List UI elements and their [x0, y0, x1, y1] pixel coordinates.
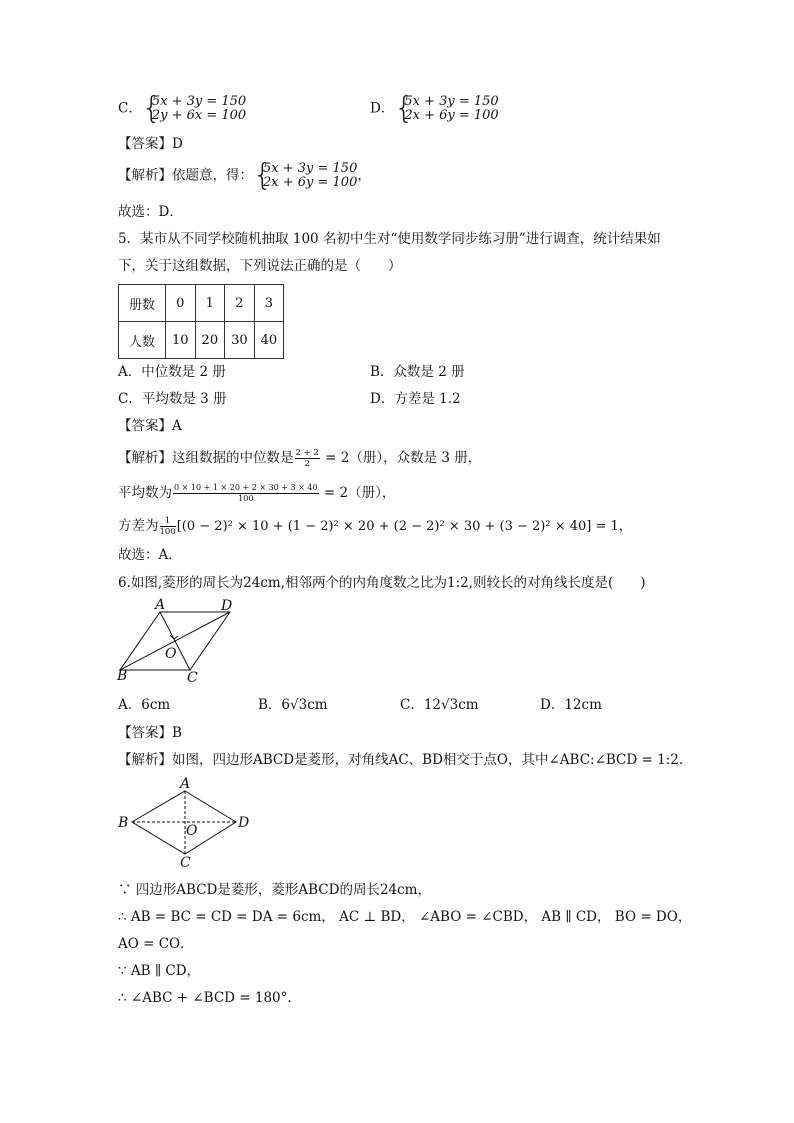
q5-mean-fraction [173, 483, 319, 504]
q5-stem-line2: 下，关于这组数据，下列说法正确的是（ ） [118, 258, 402, 274]
q5-explain-median-prefix: 【解析】这组数据的中位数是 [118, 450, 294, 466]
q4-explanation-eq1: 5x + 3y = 150 [263, 161, 358, 176]
q6-step5: ∴ ∠ABC + ∠BCD = 180°. [118, 990, 292, 1006]
table-cell: 1 [195, 285, 225, 322]
point-label-c: C [180, 855, 191, 870]
q6-stem: 6.如图,菱形的周长为24cm,相邻两个的内角度数之比为1:2,则较长的对角线长度是( ) [118, 575, 646, 591]
q5-explain-mean-prefix: 平均数为 [118, 485, 172, 501]
q5-option-a: A．中位数是 2 册 [118, 364, 226, 380]
table-cell: 10 [166, 322, 196, 359]
point-label-d: D [221, 598, 233, 614]
q6-option-b: B．6√3cm [258, 697, 328, 713]
point-label-b: B [118, 815, 129, 831]
q6-option-a: A．6cm [118, 697, 171, 713]
point-label-d: D [238, 815, 250, 831]
q6-step3: AO = CO． [118, 936, 194, 952]
q6-explain-line1: 【解析】如图，四边形ABCD是菱形，对角线AC、BD相交于点O，其中∠ABC:∠BCD = 1:2. [118, 752, 684, 768]
q6-option-c: C．12√3cm [400, 697, 479, 713]
q4-option-d-system: { 5x + 3y = 150 2x + 6y = 100 [394, 91, 499, 126]
table-cell: 20 [195, 322, 225, 359]
q5-explain-variance [118, 516, 632, 537]
q6-option-d: D．12cm [540, 697, 602, 713]
q6-step4: ∵ AB ∥ CD， [118, 963, 201, 979]
q4-option-c [118, 91, 247, 126]
q4-option-d-eq2: 2x + 6y = 100 [404, 108, 499, 123]
right-angle-mark [170, 635, 178, 639]
q5-stem-line1: 5．某市从不同学校随机抽取 100 名初中生对“使用数学同步练习册”进行调查，统计结果如 [118, 231, 661, 247]
q4-option-d [370, 91, 499, 126]
q5-conclusion: 故选：A． [118, 547, 182, 563]
q6-step2: ∴ AB = BC = CD = DA = 6cm， AC ⊥ BD， ∠ABO = ∠CBD， AB ∥ CD， BO = DO， [118, 909, 692, 925]
q4-explanation-eq2: 2x + 6y = 100 [263, 175, 358, 190]
q4-option-c-system: { 5x + 3y = 150 2y + 6x = 100 [141, 91, 247, 126]
fraction-numerator: 0 × 10 + 1 × 20 + 2 × 30 + 3 × 40 [174, 483, 318, 492]
table-row [119, 322, 284, 359]
q5-option-d: D．方差是 1.2 [370, 391, 461, 407]
point-label-c: C [187, 670, 198, 686]
fraction-denominator: 2 [304, 459, 310, 469]
q5-explain-median [118, 448, 481, 469]
fraction-numerator: 2 + 2 [295, 448, 319, 458]
q6-answer: 【答案】B [118, 725, 182, 741]
q4-conclusion: 故选：D． [118, 204, 183, 220]
point-label-o: O [165, 646, 177, 662]
q6-rhombus-figure [115, 598, 245, 688]
point-label-o: O [186, 823, 198, 839]
table-row-label: 人数 [119, 322, 166, 359]
q4-option-d-label: D． [370, 100, 395, 117]
fraction-numerator: 1 [160, 516, 176, 527]
q4-explanation [118, 158, 371, 193]
q4-explanation-system: { 5x + 3y = 150 2x + 6y = 100 [253, 158, 358, 193]
q6-solution-figure [115, 775, 265, 870]
table-cell: 0 [166, 285, 196, 322]
q6-step1: ∵ 四边形ABCD是菱形，菱形ABCD的周长24cm， [118, 882, 431, 898]
q4-answer: 【答案】D [118, 136, 183, 152]
q5-explain-mean-suffix: = 2（册）， [319, 485, 396, 501]
table-cell: 40 [254, 322, 284, 359]
q4-explanation-suffix: ， [357, 167, 371, 184]
table-row [119, 285, 284, 322]
q4-option-d-eq1: 5x + 3y = 150 [404, 94, 499, 109]
fraction-denominator: 100 [159, 527, 176, 537]
q4-explanation-prefix: 【解析】依题意，得： [118, 167, 253, 184]
table-header-label: 册数 [119, 285, 166, 322]
q5-explain-mean [118, 483, 395, 504]
point-label-b: B [117, 668, 128, 684]
q5-median-fraction [295, 448, 320, 469]
fraction-denominator: 100 [238, 494, 254, 503]
point-label-a: A [155, 598, 166, 613]
q5-variance-fraction [160, 516, 176, 537]
table-cell: 30 [225, 322, 255, 359]
q5-data-table [118, 284, 284, 359]
q4-option-c-eq1: 5x + 3y = 150 [151, 94, 247, 109]
q5-explain-variance-suffix: [(0 − 2)² × 10 + (1 − 2)² × 20 + (2 − 2)² × 30 + (3 − 2)² × 40] = 1， [176, 519, 632, 534]
q4-option-c-label: C． [118, 100, 142, 117]
point-label-a: A [180, 776, 191, 792]
q5-option-c: C．平均数是 3 册 [118, 391, 227, 407]
table-cell: 3 [254, 285, 284, 322]
q4-option-c-eq2: 2y + 6x = 100 [151, 108, 247, 123]
table-cell: 2 [225, 285, 255, 322]
q5-option-b: B．众数是 2 册 [370, 364, 465, 380]
q5-answer: 【答案】A [118, 418, 182, 434]
q5-explain-variance-prefix: 方差为 [118, 518, 159, 534]
q5-explain-median-suffix: = 2（册），众数是 3 册， [320, 450, 482, 466]
